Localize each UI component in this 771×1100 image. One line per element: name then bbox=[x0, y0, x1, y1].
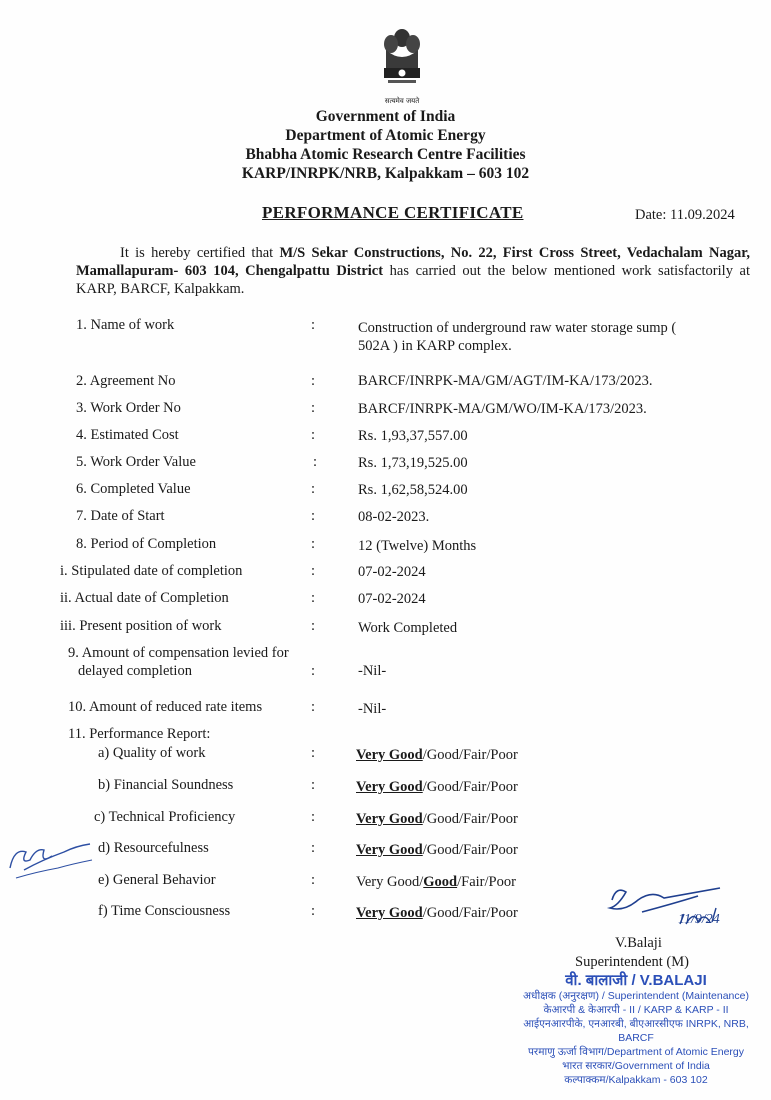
item-value: Work Completed bbox=[358, 620, 458, 636]
item-value: 07-02-2024 bbox=[358, 591, 426, 607]
official-stamp bbox=[505, 972, 767, 1087]
rating-option: /Fair bbox=[458, 842, 487, 858]
intro-paragraph bbox=[76, 244, 750, 298]
performance-rating bbox=[356, 778, 736, 796]
intro-suffix: has carried out the below mentioned work satisfactorily at KARP, BARCF, Kalpakkam. bbox=[76, 263, 750, 297]
rating-option: /Poor bbox=[486, 842, 518, 858]
page-title: PERFORMANCE CERTIFICATE bbox=[262, 203, 524, 222]
handwritten-initials bbox=[6, 830, 96, 890]
item-label: 6. Completed Value bbox=[76, 481, 191, 497]
item-colon: : bbox=[311, 508, 316, 524]
performance-colon: : bbox=[311, 777, 316, 793]
performance-colon: : bbox=[311, 903, 316, 919]
performance-colon: : bbox=[311, 809, 316, 825]
item-label: i. Stipulated date of completion bbox=[60, 563, 243, 579]
header-department: Department of Atomic Energy bbox=[285, 127, 486, 144]
performance-label: e) General Behavior bbox=[98, 872, 216, 888]
item-value: -Nil- bbox=[358, 701, 387, 717]
item-label: 4. Estimated Cost bbox=[76, 427, 179, 443]
rating-option: /Poor bbox=[484, 874, 516, 890]
performance-label: c) Technical Proficiency bbox=[94, 809, 236, 825]
item-colon: : bbox=[311, 481, 316, 497]
item-colon: : bbox=[311, 373, 316, 389]
certificate-date: Date: 11.09.2024 bbox=[635, 207, 735, 223]
item-colon: : bbox=[311, 317, 316, 333]
rating-option: /Good bbox=[422, 811, 459, 827]
rating-option: Very Good bbox=[356, 747, 423, 763]
item-label: iii. Present position of work bbox=[60, 618, 222, 634]
header-address: KARP/INRPK/NRB, Kalpakkam – 603 102 bbox=[241, 165, 530, 182]
item-colon: : bbox=[311, 427, 316, 443]
item-label bbox=[68, 644, 316, 680]
item-label: 8. Period of Completion bbox=[76, 536, 217, 552]
item-colon: : bbox=[311, 663, 316, 679]
intro-prefix: It is hereby certified that bbox=[120, 245, 280, 261]
item-label: 5. Work Order Value bbox=[76, 454, 196, 470]
item-label: ii. Actual date of Completion bbox=[60, 590, 229, 606]
stamp-line: आईएनआरपीके, एनआरबी, बीएआरसीएफ INRPK, NRB, BARCF bbox=[523, 1018, 749, 1044]
rating-option: /Good bbox=[422, 779, 459, 795]
item-value: BARCF/INRPK-MA/GM/AGT/IM-KA/173/2023. bbox=[358, 373, 653, 389]
rating-option: Very Good bbox=[356, 874, 420, 890]
item-label: 10. Amount of reduced rate items bbox=[68, 699, 263, 715]
item-value: BARCF/INRPK-MA/GM/WO/IM-KA/173/2023. bbox=[358, 401, 647, 417]
stamp-line: परमाणु ऊर्जा विभाग/Department of Atomic Energy bbox=[527, 1046, 745, 1058]
performance-rating bbox=[356, 746, 736, 764]
rating-option: /Poor bbox=[486, 811, 518, 827]
performance-colon: : bbox=[311, 745, 316, 761]
item-colon: : bbox=[311, 590, 316, 606]
rating-option: Very Good bbox=[356, 779, 423, 795]
performance-label: d) Resourcefulness bbox=[98, 840, 209, 856]
stamp-name: वी. बालाजी / V.BALAJI bbox=[565, 972, 707, 989]
item-value: 12 (Twelve) Months bbox=[358, 538, 477, 554]
rating-option: /Fair bbox=[458, 811, 487, 827]
stamp-line: अधीक्षक (अनुरक्षण) / Superintendent (Maintenance) bbox=[523, 990, 749, 1002]
rating-option: /Poor bbox=[486, 779, 518, 795]
performance-rating bbox=[356, 810, 736, 828]
item-colon: : bbox=[311, 400, 316, 416]
emblem-motto: सत्यमेव जयते bbox=[384, 97, 420, 105]
item-label-text: 9. Amount of compensation levied for delayed completion bbox=[68, 645, 289, 679]
performance-colon: : bbox=[311, 840, 316, 856]
rating-option: /Good bbox=[419, 874, 458, 890]
rating-option: /Good bbox=[422, 905, 459, 921]
rating-option: Very Good bbox=[356, 811, 423, 827]
item-colon: : bbox=[311, 699, 316, 715]
header-organization: Bhabha Atomic Research Centre Facilities bbox=[245, 146, 526, 163]
stamp-line: केआरपी & केआरपी - II / KARP & KARP - II bbox=[543, 1004, 729, 1016]
stamp-line: भारत सरकार/Government of India bbox=[562, 1060, 710, 1072]
rating-option: /Fair bbox=[458, 747, 487, 763]
signatory-designation: Superintendent (M) bbox=[575, 954, 689, 970]
stamp-line: कल्पाक्कम/Kalpakkam - 603 102 bbox=[564, 1074, 708, 1086]
contractor-name: M/S Sekar Constructions, No. 22, First Cross Street, Vedachalam Nagar, Mamallapuram- 603 104, Chengalpattu District bbox=[76, 245, 750, 279]
performance-label: f) Time Consciousness bbox=[98, 903, 231, 919]
item-value: -Nil- bbox=[358, 663, 387, 679]
item-value: Rs. 1,73,19,525.00 bbox=[358, 455, 468, 471]
item-label: 7. Date of Start bbox=[76, 508, 165, 524]
performance-colon: : bbox=[311, 872, 316, 888]
item-value: 08-02-2023. bbox=[358, 509, 430, 525]
item-colon: : bbox=[311, 618, 316, 634]
rating-option: /Poor bbox=[486, 905, 518, 921]
item-value: Rs. 1,62,58,524.00 bbox=[358, 482, 468, 498]
signatory-name: V.Balaji bbox=[615, 935, 662, 951]
performance-rating bbox=[356, 841, 736, 859]
item-label: 3. Work Order No bbox=[76, 400, 181, 416]
item-value: Rs. 1,93,37,557.00 bbox=[358, 428, 468, 444]
header-government: Government of India bbox=[315, 108, 456, 125]
item-value: Construction of underground raw water storage sump ( 502A ) in KARP complex. bbox=[358, 320, 677, 354]
rating-option: /Good bbox=[422, 842, 459, 858]
performance-label: b) Financial Soundness bbox=[98, 777, 234, 793]
item-value: 07-02-2024 bbox=[358, 564, 426, 580]
rating-option: /Poor bbox=[486, 747, 518, 763]
performance-heading: 11. Performance Report: bbox=[68, 726, 211, 742]
signature-date: 11/9/24 bbox=[678, 912, 720, 927]
rating-option: /Fair bbox=[457, 874, 485, 890]
rating-option: Very Good bbox=[356, 842, 423, 858]
item-colon: : bbox=[311, 536, 316, 552]
rating-option: Very Good bbox=[356, 905, 423, 921]
national-emblem-icon bbox=[378, 24, 426, 96]
rating-option: /Good bbox=[422, 747, 459, 763]
item-label: 2. Agreement No bbox=[76, 373, 176, 389]
performance-label: a) Quality of work bbox=[98, 745, 206, 761]
rating-option: /Fair bbox=[458, 779, 487, 795]
rating-option: /Fair bbox=[458, 905, 487, 921]
item-colon: : bbox=[313, 454, 318, 470]
item-colon: : bbox=[311, 563, 316, 579]
item-label: 1. Name of work bbox=[76, 317, 175, 333]
